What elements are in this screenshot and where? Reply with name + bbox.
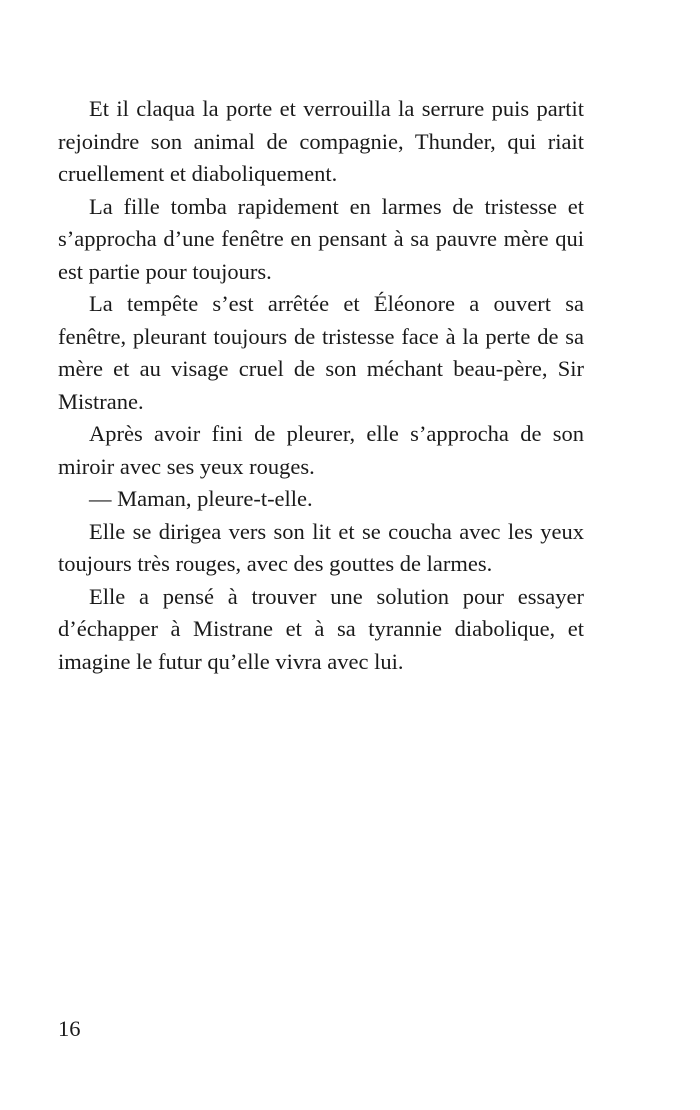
paragraph: Elle a pensé à trouver une solution pour essayer d’échapper à Mistrane et à sa tyrannie diabolique, et imagine le futur qu’elle vivra avec lui.: [58, 583, 584, 674]
paragraph: Elle se dirigea vers son lit et se coucha avec les yeux toujours très rouges, avec des gouttes de larmes.: [58, 518, 584, 576]
body-text: [58, 93, 584, 678]
paragraph: Et il claqua la porte et verrouilla la serrure puis partit rejoindre son animal de compagnie, Thunder, qui riait cruellement et diaboliquement.: [58, 96, 584, 186]
paragraph: Après avoir fini de pleurer, elle s’approcha de son miroir avec ses yeux rouges.: [58, 421, 584, 479]
paragraph: La tempête s’est arrêtée et Éléonore a ouvert sa fenêtre, pleurant toujours de tristesse face à la perte de sa mère et au visage cruel de son méchant beau-père, Sir Mistrane.: [58, 291, 584, 414]
dialogue-line: — Maman, pleure-t-elle.: [89, 486, 313, 511]
page-number: 16: [58, 1016, 81, 1041]
paragraph: La fille tomba rapidement en larmes de tristesse et s’approcha d’une fenêtre en pensant à sa pauvre mère qui est partie pour toujours.: [58, 193, 584, 284]
